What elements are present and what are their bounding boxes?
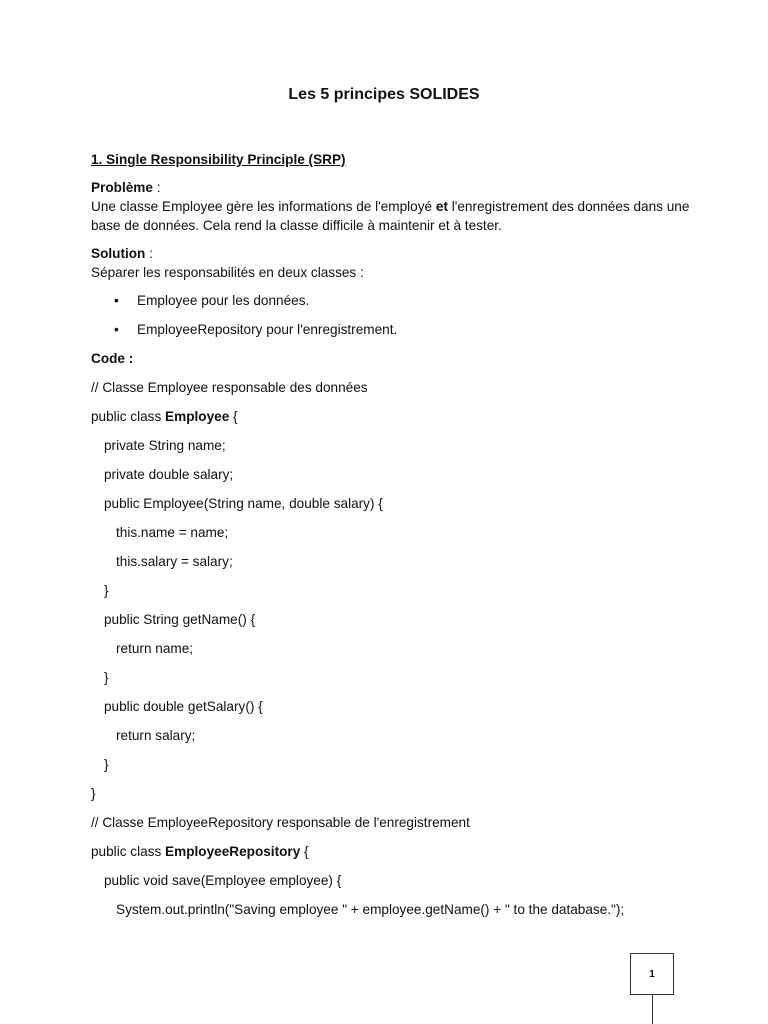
section-heading-srp: 1. Single Responsibility Principle (SRP) <box>91 152 346 167</box>
code-comment-employee: // Classe Employee responsable des données <box>91 380 368 395</box>
code-line: public void save(Employee employee) { <box>104 873 342 888</box>
code-line: private String name; <box>104 438 226 453</box>
problem-text-part2: l'enregistrement des données dans une base de données. Cela rend la classe difficile à maintenir et à tester. <box>91 199 690 233</box>
code-label: Code : <box>91 351 134 366</box>
code-line: public double getSalary() { <box>104 699 263 714</box>
code-line: } <box>91 786 96 801</box>
problem-colon: : <box>152 180 161 195</box>
solution-label: Solution <box>91 246 146 261</box>
problem-text-bold: et <box>435 199 448 214</box>
solution-paragraph <box>91 244 691 282</box>
code-line: this.salary = salary; <box>116 554 233 569</box>
code-brace: { <box>229 409 238 424</box>
page-title: Les 5 principes SOLIDES <box>288 86 480 103</box>
code-line: public Employee(String name, double salary) { <box>104 496 383 511</box>
page-number-divider <box>652 995 653 1024</box>
code-keyword: public class <box>91 844 166 859</box>
code-line: return salary; <box>116 728 196 743</box>
code-line: public String getName() { <box>104 612 256 627</box>
code-line: return name; <box>116 641 194 656</box>
bullet-text: EmployeeRepository pour l'enregistrement. <box>137 322 398 337</box>
problem-paragraph <box>91 178 691 235</box>
code-class-name: EmployeeRepository <box>165 844 301 859</box>
code-comment-repository: // Classe EmployeeRepository responsable de l'enregistrement <box>91 815 470 830</box>
list-item <box>91 320 691 339</box>
page-number-box <box>630 953 674 995</box>
solution-colon: : <box>145 246 153 261</box>
code-class-repository <box>91 842 691 871</box>
solution-text: Séparer les responsabilités en deux classes : <box>91 265 364 280</box>
list-item <box>91 291 691 310</box>
code-line: private double salary; <box>104 467 234 482</box>
page-number: 1 <box>649 968 655 980</box>
problem-label: Problème <box>91 180 153 195</box>
code-keyword: public class <box>91 409 166 424</box>
code-class-name: Employee <box>165 409 230 424</box>
solution-bullet-list <box>91 291 691 339</box>
document-body <box>91 150 691 929</box>
code-class-employee <box>91 407 691 436</box>
code-brace: { <box>300 844 309 859</box>
code-line: } <box>104 670 109 685</box>
code-line: this.name = name; <box>116 525 229 540</box>
bullet-text: Employee pour les données. <box>137 293 310 308</box>
code-line: } <box>104 583 109 598</box>
code-line: } <box>104 757 109 772</box>
code-line: System.out.println("Saving employee " + employee.getName() + " to the database."); <box>116 902 625 917</box>
bullet-icon: • <box>114 293 119 308</box>
bullet-icon: • <box>114 322 119 337</box>
problem-text-part1: Une classe Employee gère les informations de l'employé <box>91 199 436 214</box>
